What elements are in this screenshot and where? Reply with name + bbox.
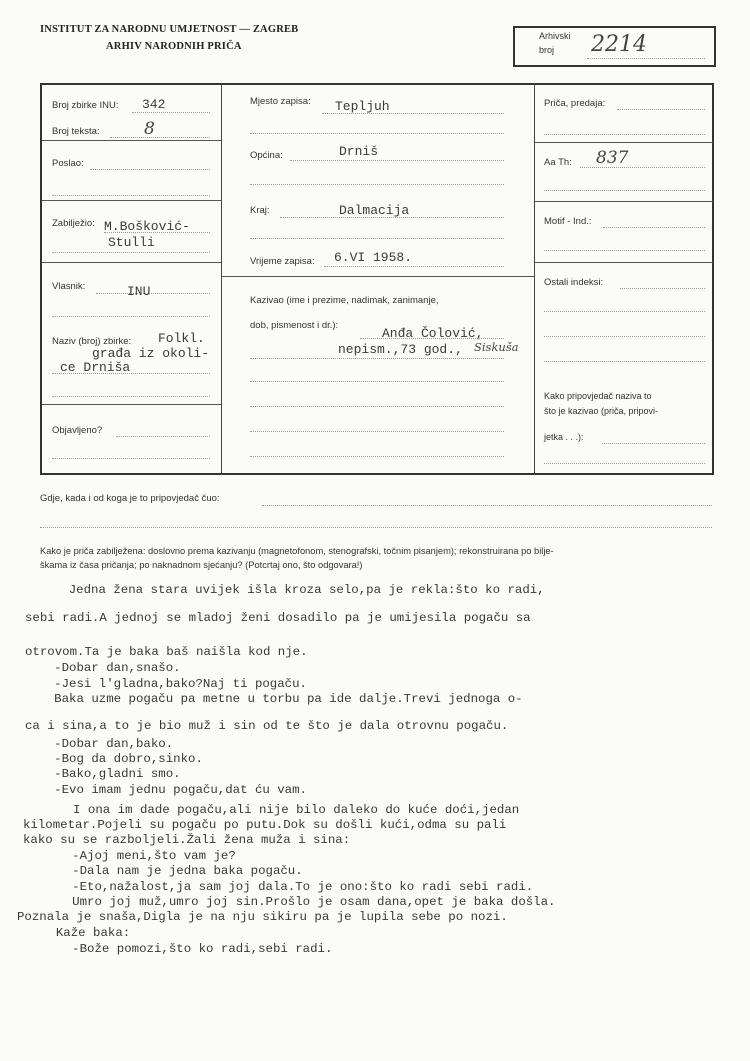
how-recorded-line-2: škama iz časa pričanja; po naknadnom sjećanju? (Potcrtaj ono, što odgovara!) bbox=[40, 560, 363, 570]
archive-name: ARHIV NARODNIH PRIČA bbox=[106, 41, 242, 52]
story-line: Jedna žena stara uvijek išla kroza selo,pa je rekla:što ko radi, bbox=[39, 583, 545, 597]
how-recorded-line-1: Kako je priča zabilježena: doslovno prema kazivanju (magnetofonom, stenografski, točnim pisanjem); rekonstruirana po bilje- bbox=[40, 546, 554, 556]
collection-name-value-3: ce Drniša bbox=[60, 360, 131, 375]
archive-number: 2214 bbox=[591, 32, 647, 57]
story-line: -Jesi l'gladna,bako?Naj ti pogaču. bbox=[17, 677, 307, 691]
story-line: sebi radi.A jednoj se mladoj ženi dosadilo pa je umijesila pogaču sa bbox=[25, 611, 531, 625]
collection-no-value: 342 bbox=[142, 97, 166, 112]
story-line: otrovom.Ta je baka baš naišla kod nje. bbox=[25, 645, 308, 659]
where-when-label: Gdje, kada i od koga je to pripovjedač čuo: bbox=[40, 493, 220, 504]
collection-name-label: Naziv (broj) zbirke: bbox=[52, 336, 132, 347]
municipality-value: Drniš bbox=[339, 144, 379, 159]
collection-name-value-2: građa iz okoli- bbox=[92, 346, 210, 361]
story-line: -Dobar dan,bako. bbox=[17, 737, 174, 751]
narrator-title-label-3: jetka . . .): bbox=[544, 432, 584, 442]
narrator-label-1: Kazivao (ime i prezime, nadimak, zanimanje, bbox=[250, 295, 439, 306]
municipality-label: Općina: bbox=[250, 150, 283, 161]
narrator-title-label-2: što je kazivao (priča, pripovi- bbox=[544, 406, 659, 416]
story-line: Baka uzme pogaču pa metne u torbu pa ide dalje.Trevi jednoga o- bbox=[17, 692, 523, 706]
story-line: ca i sina,a to je bio muž i sin od te što je dala otrovnu pogaču. bbox=[25, 719, 509, 733]
story-line: -Bože pomozi,što ko radi,sebi radi. bbox=[35, 942, 333, 956]
story-line: -Evo imam jednu pogaču,dat ću vam. bbox=[17, 783, 307, 797]
narrator-handwritten: Siskuša bbox=[474, 340, 519, 354]
region-value: Dalmacija bbox=[339, 203, 410, 218]
other-index-label: Ostali indeksi: bbox=[544, 277, 604, 288]
collection-no-label: Broj zbirke INU: bbox=[52, 100, 119, 111]
place-value: Tepljuh bbox=[335, 99, 390, 114]
motif-label: Motif - Ind.: bbox=[544, 216, 592, 227]
published-label: Objavljeno? bbox=[52, 425, 103, 436]
place-label: Mjesto zapisa: bbox=[250, 96, 311, 107]
narrator-value-2: nepism.,73 god., bbox=[338, 342, 463, 357]
story-line: -Ajoj meni,što vam je? bbox=[35, 849, 236, 863]
collection-name-value-1: Folkl. bbox=[158, 331, 205, 346]
aath-value: 837 bbox=[596, 148, 629, 168]
recorded-by-value-1: M.Bošković- bbox=[104, 219, 190, 234]
institute-name: INSTITUT ZA NARODNU UMJETNOST — ZAGREB bbox=[40, 24, 299, 35]
date-label: Vrijeme zapisa: bbox=[250, 256, 315, 267]
archive-label-1: Arhivski bbox=[539, 31, 571, 41]
recorded-by-value-2: Stulli bbox=[108, 235, 155, 250]
text-no-value: 8 bbox=[144, 119, 155, 139]
date-value: 6.VI 1958. bbox=[334, 250, 413, 265]
story-line: I ona im dade pogaču,ali nije bilo daleko do kuće doći,jedan bbox=[21, 803, 520, 817]
story-line: kilometar.Pojeli su pogaču po putu.Dok su došli kući,odma su pali bbox=[23, 818, 507, 832]
narrator-value-1: Anđa Čolović, bbox=[382, 326, 484, 341]
owner-value: INU bbox=[127, 284, 151, 299]
story-line: kako su se razboljeli.Žali žena muža i sina: bbox=[23, 833, 351, 847]
owner-label: Vlasnik: bbox=[52, 281, 86, 292]
narrator-title-label-1: Kako pripovjedač naziva to bbox=[544, 391, 652, 401]
sent-label: Poslao: bbox=[52, 158, 84, 169]
story-line: Umro joj muž,umro joj sin.Prošlo je osam dana,opet je baka došla. bbox=[35, 895, 556, 909]
recorded-by-label: Zabilježio: bbox=[52, 218, 95, 229]
region-label: Kraj: bbox=[250, 205, 270, 216]
text-no-label: Broj teksta: bbox=[52, 126, 100, 137]
story-line: Poznala je snaša,Digla je na nju sikiru pa je lupila sebe po nozi. bbox=[17, 910, 508, 924]
story-line: -Dala nam je jedna baka pogaču. bbox=[35, 864, 303, 878]
archive-number-box bbox=[513, 26, 716, 67]
archive-label-2: broj bbox=[539, 45, 555, 55]
story-type-label: Priča, predaja: bbox=[544, 98, 606, 109]
story-line: -Bog da dobro,sinko. bbox=[17, 752, 203, 766]
story-line: -Eto,nažalost,ja sam joj dala.To je ono:što ko radi sebi radi. bbox=[35, 880, 534, 894]
story-line: Kaže baka: bbox=[41, 926, 131, 940]
story-line: -Dobar dan,snašo. bbox=[17, 661, 181, 675]
aath-label: Aa Th: bbox=[544, 157, 572, 168]
narrator-label-2: dob, pismenost i dr.): bbox=[250, 320, 339, 331]
story-line: -Bako,gladni smo. bbox=[17, 767, 181, 781]
